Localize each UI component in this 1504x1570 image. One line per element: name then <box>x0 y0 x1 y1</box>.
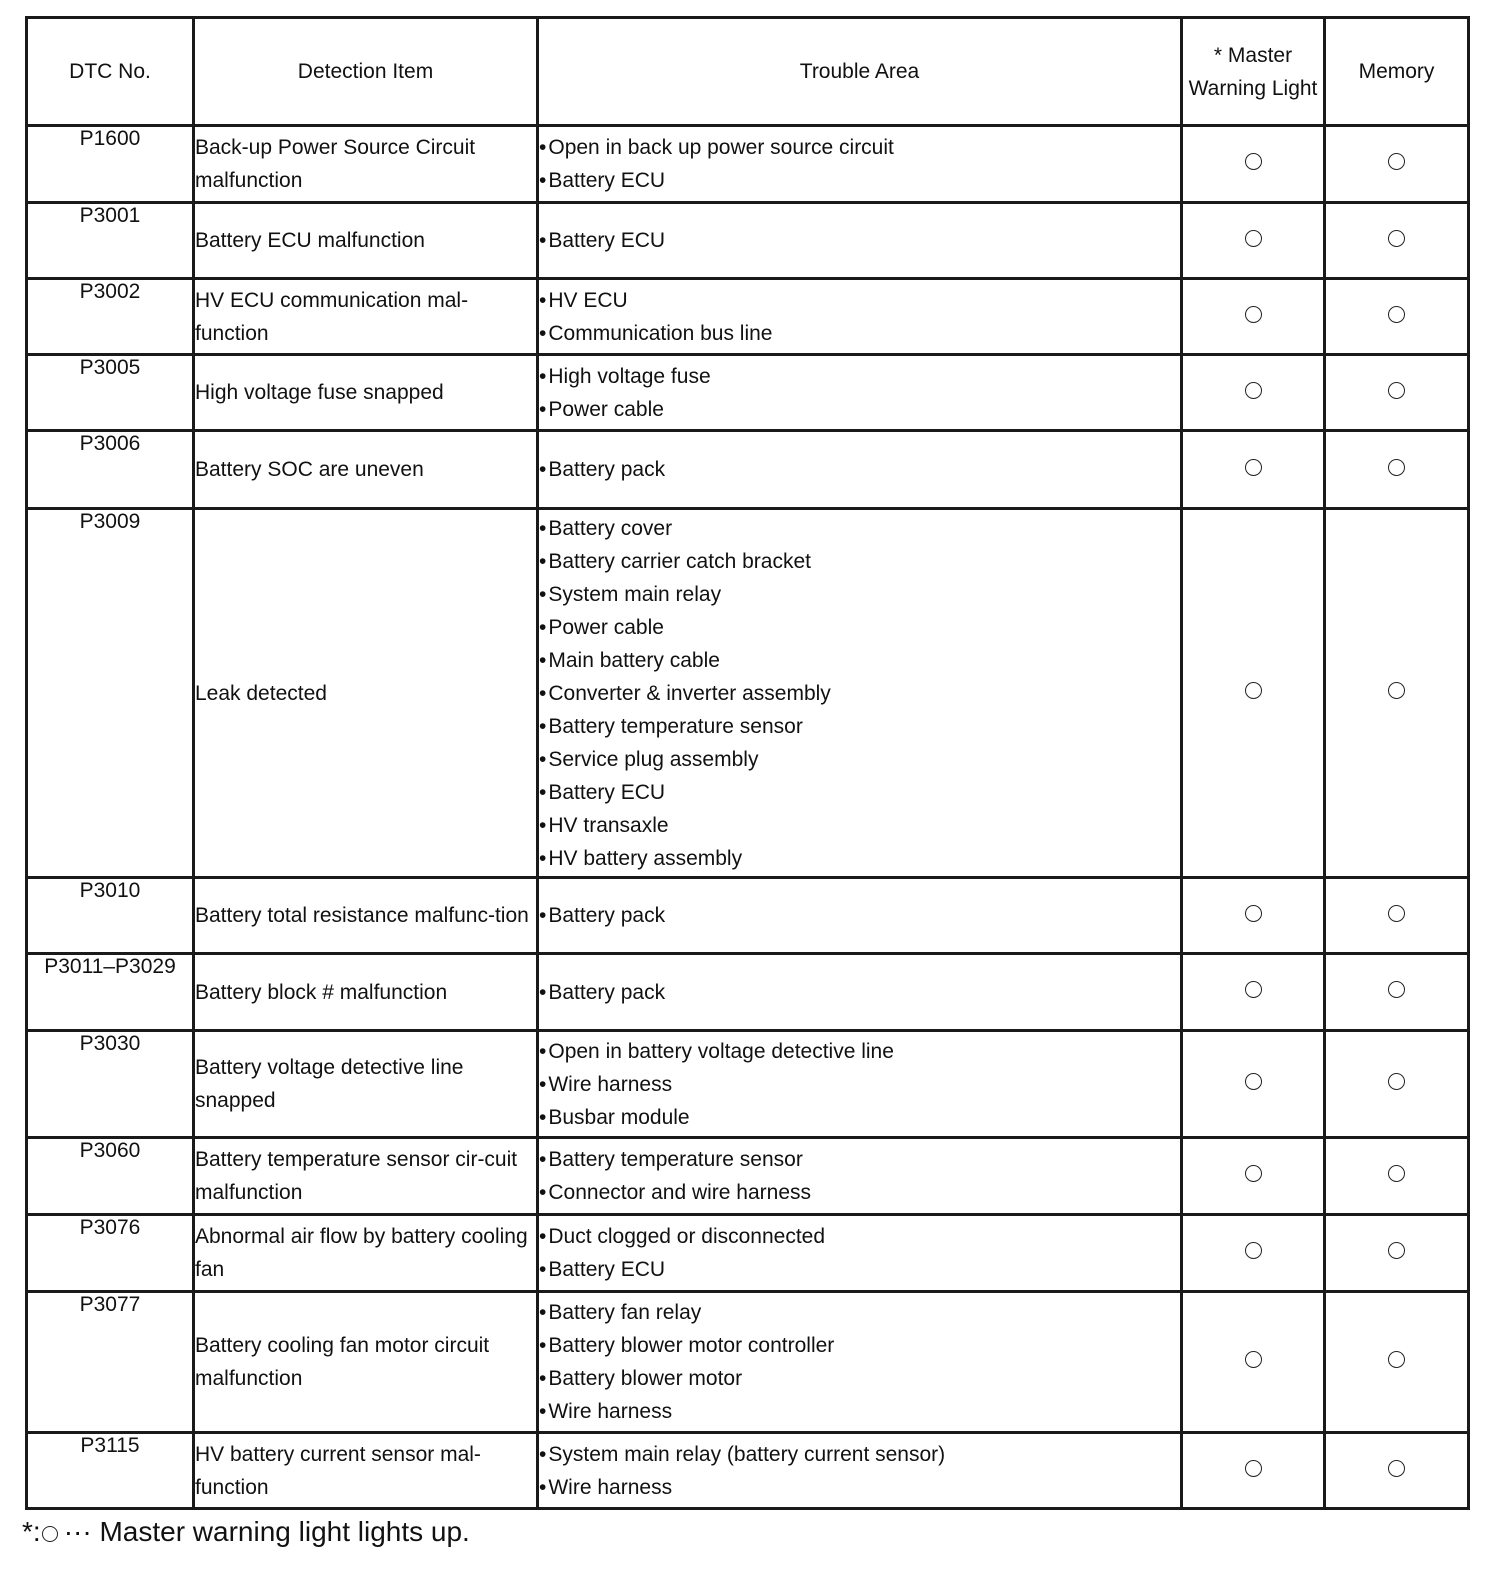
trouble-area-bullet: • HV transaxle <box>539 809 1180 842</box>
master-warning-cell <box>1182 279 1325 355</box>
circle-icon <box>1245 1242 1262 1259</box>
circle-icon <box>1245 1460 1262 1477</box>
circle-icon <box>1245 382 1262 399</box>
dtc-code: P3076 <box>27 1215 194 1292</box>
trouble-area-bullet: • Battery cover <box>539 512 1180 545</box>
trouble-area-bullet: • Busbar module <box>539 1101 1180 1134</box>
circle-icon <box>1388 1460 1405 1477</box>
trouble-area-bullet: • Wire harness <box>539 1068 1180 1101</box>
trouble-area-bullet: • Wire harness <box>539 1471 1180 1504</box>
table-row <box>27 126 1469 203</box>
trouble-area-bullet: • Battery blower motor <box>539 1362 1180 1395</box>
dtc-code: P3006 <box>27 431 194 509</box>
dtc-code: P3060 <box>27 1138 194 1215</box>
trouble-area-bullet: • HV battery assembly <box>539 842 1180 875</box>
header-trouble-area: Trouble Area <box>538 18 1182 126</box>
detection-item: Battery SOC are uneven <box>194 431 538 509</box>
memory-cell <box>1325 1138 1469 1215</box>
detection-item: Battery temperature sensor cir-cuit malfunction <box>194 1138 538 1215</box>
trouble-area <box>538 1215 1182 1292</box>
trouble-area <box>538 431 1182 509</box>
trouble-area-bullet: • Open in back up power source circuit <box>539 131 1180 164</box>
trouble-area-bullet: • HV ECU <box>539 284 1180 317</box>
dtc-code: P3002 <box>27 279 194 355</box>
trouble-area-bullet: • Battery carrier catch bracket <box>539 545 1180 578</box>
trouble-area-bullet: • Main battery cable <box>539 644 1180 677</box>
trouble-area-bullet: • Battery ECU <box>539 164 1180 197</box>
circle-icon <box>1388 981 1405 998</box>
footnote-text: ··· Master warning light lights up. <box>63 1516 470 1547</box>
dtc-code: P3010 <box>27 878 194 954</box>
master-warning-cell <box>1182 1292 1325 1433</box>
detection-item: Back-up Power Source Circuit malfunction <box>194 126 538 203</box>
table-row <box>27 1433 1469 1509</box>
memory-cell <box>1325 1292 1469 1433</box>
memory-cell <box>1325 1433 1469 1509</box>
trouble-area-bullet: • Battery fan relay <box>539 1296 1180 1329</box>
master-warning-cell <box>1182 878 1325 954</box>
trouble-area-bullet: • Battery pack <box>539 976 1180 1009</box>
table-row <box>27 954 1469 1031</box>
circle-icon <box>1245 1165 1262 1182</box>
master-warning-cell <box>1182 1433 1325 1509</box>
table-row <box>27 509 1469 878</box>
detection-item: Battery ECU malfunction <box>194 203 538 279</box>
master-warning-cell <box>1182 431 1325 509</box>
table-row <box>27 1138 1469 1215</box>
master-warning-cell <box>1182 1031 1325 1138</box>
trouble-area-bullet: • Connector and wire harness <box>539 1176 1180 1209</box>
trouble-area-bullet: • Communication bus line <box>539 317 1180 350</box>
detection-item: Battery cooling fan motor circuit malfunction <box>194 1292 538 1433</box>
trouble-area <box>538 126 1182 203</box>
trouble-area <box>538 878 1182 954</box>
circle-icon <box>1388 306 1405 323</box>
dtc-code: P3001 <box>27 203 194 279</box>
trouble-area-bullet: • Open in battery voltage detective line <box>539 1035 1180 1068</box>
dtc-code: P3005 <box>27 355 194 431</box>
circle-icon <box>1245 682 1262 699</box>
trouble-area <box>538 203 1182 279</box>
table-body <box>27 126 1469 1509</box>
dtc-code: P3115 <box>27 1433 194 1509</box>
detection-item: Battery total resistance malfunc-tion <box>194 878 538 954</box>
master-warning-cell <box>1182 1215 1325 1292</box>
dtc-code: P3009 <box>27 509 194 878</box>
trouble-area-bullet: • Converter & inverter assembly <box>539 677 1180 710</box>
memory-cell <box>1325 1031 1469 1138</box>
footnote-prefix: *: <box>22 1516 41 1547</box>
circle-icon <box>1388 1073 1405 1090</box>
footnote <box>22 1516 470 1548</box>
dtc-table <box>25 16 1470 1510</box>
trouble-area-bullet: • Battery temperature sensor <box>539 1143 1180 1176</box>
trouble-area-bullet: • Power cable <box>539 611 1180 644</box>
footnote-circle-icon <box>42 1526 58 1542</box>
trouble-area <box>538 509 1182 878</box>
memory-cell <box>1325 954 1469 1031</box>
table-row <box>27 878 1469 954</box>
circle-icon <box>1245 153 1262 170</box>
dtc-code: P1600 <box>27 126 194 203</box>
detection-item: Leak detected <box>194 509 538 878</box>
trouble-area-bullet: • High voltage fuse <box>539 360 1180 393</box>
trouble-area-bullet: • Battery ECU <box>539 1253 1180 1286</box>
master-warning-cell <box>1182 954 1325 1031</box>
detection-item: Abnormal air flow by battery cooling fan <box>194 1215 538 1292</box>
circle-icon <box>1388 153 1405 170</box>
circle-icon <box>1245 1073 1262 1090</box>
circle-icon <box>1245 230 1262 247</box>
header-dtc-no: DTC No. <box>27 18 194 126</box>
header-detection-item: Detection Item <box>194 18 538 126</box>
circle-icon <box>1388 1165 1405 1182</box>
circle-icon <box>1388 682 1405 699</box>
master-warning-cell <box>1182 1138 1325 1215</box>
circle-icon <box>1245 1351 1262 1368</box>
memory-cell <box>1325 355 1469 431</box>
master-warning-cell <box>1182 509 1325 878</box>
detection-item: Battery voltage detective line snapped <box>194 1031 538 1138</box>
detection-item: HV battery current sensor mal-function <box>194 1433 538 1509</box>
memory-cell <box>1325 509 1469 878</box>
header-master-warning-light: * Master Warning Light <box>1182 18 1325 126</box>
master-warning-cell <box>1182 355 1325 431</box>
dtc-code: P3030 <box>27 1031 194 1138</box>
trouble-area-bullet: • Battery pack <box>539 453 1180 486</box>
table-row <box>27 431 1469 509</box>
memory-cell <box>1325 431 1469 509</box>
detection-item: High voltage fuse snapped <box>194 355 538 431</box>
table-row <box>27 1215 1469 1292</box>
memory-cell <box>1325 878 1469 954</box>
trouble-area-bullet: • Power cable <box>539 393 1180 426</box>
trouble-area <box>538 279 1182 355</box>
trouble-area-bullet: • Battery pack <box>539 899 1180 932</box>
trouble-area <box>538 1031 1182 1138</box>
trouble-area-bullet: • System main relay (battery current sensor) <box>539 1438 1180 1471</box>
trouble-area-bullet: • Duct clogged or disconnected <box>539 1220 1180 1253</box>
master-warning-cell <box>1182 126 1325 203</box>
trouble-area-bullet: • Service plug assembly <box>539 743 1180 776</box>
memory-cell <box>1325 126 1469 203</box>
trouble-area-bullet: • System main relay <box>539 578 1180 611</box>
trouble-area-bullet: • Battery ECU <box>539 776 1180 809</box>
trouble-area-bullet: • Battery temperature sensor <box>539 710 1180 743</box>
dtc-code: P3077 <box>27 1292 194 1433</box>
circle-icon <box>1245 905 1262 922</box>
detection-item: HV ECU communication mal-function <box>194 279 538 355</box>
circle-icon <box>1245 981 1262 998</box>
circle-icon <box>1388 1242 1405 1259</box>
detection-item: Battery block # malfunction <box>194 954 538 1031</box>
circle-icon <box>1388 905 1405 922</box>
table-row <box>27 279 1469 355</box>
circle-icon <box>1388 230 1405 247</box>
circle-icon <box>1388 459 1405 476</box>
header-memory: Memory <box>1325 18 1469 126</box>
circle-icon <box>1388 382 1405 399</box>
trouble-area <box>538 355 1182 431</box>
circle-icon <box>1245 459 1262 476</box>
memory-cell <box>1325 279 1469 355</box>
trouble-area <box>538 1433 1182 1509</box>
header-row <box>27 18 1469 126</box>
trouble-area <box>538 1138 1182 1215</box>
trouble-area-bullet: • Wire harness <box>539 1395 1180 1428</box>
trouble-area-bullet: • Battery ECU <box>539 224 1180 257</box>
trouble-area-bullet: • Battery blower motor controller <box>539 1329 1180 1362</box>
circle-icon <box>1388 1351 1405 1368</box>
table-row <box>27 355 1469 431</box>
table-row <box>27 1292 1469 1433</box>
table-row <box>27 203 1469 279</box>
trouble-area <box>538 954 1182 1031</box>
trouble-area <box>538 1292 1182 1433</box>
circle-icon <box>1245 306 1262 323</box>
dtc-code: P3011–P3029 <box>27 954 194 1031</box>
table-row <box>27 1031 1469 1138</box>
memory-cell <box>1325 1215 1469 1292</box>
master-warning-cell <box>1182 203 1325 279</box>
memory-cell <box>1325 203 1469 279</box>
